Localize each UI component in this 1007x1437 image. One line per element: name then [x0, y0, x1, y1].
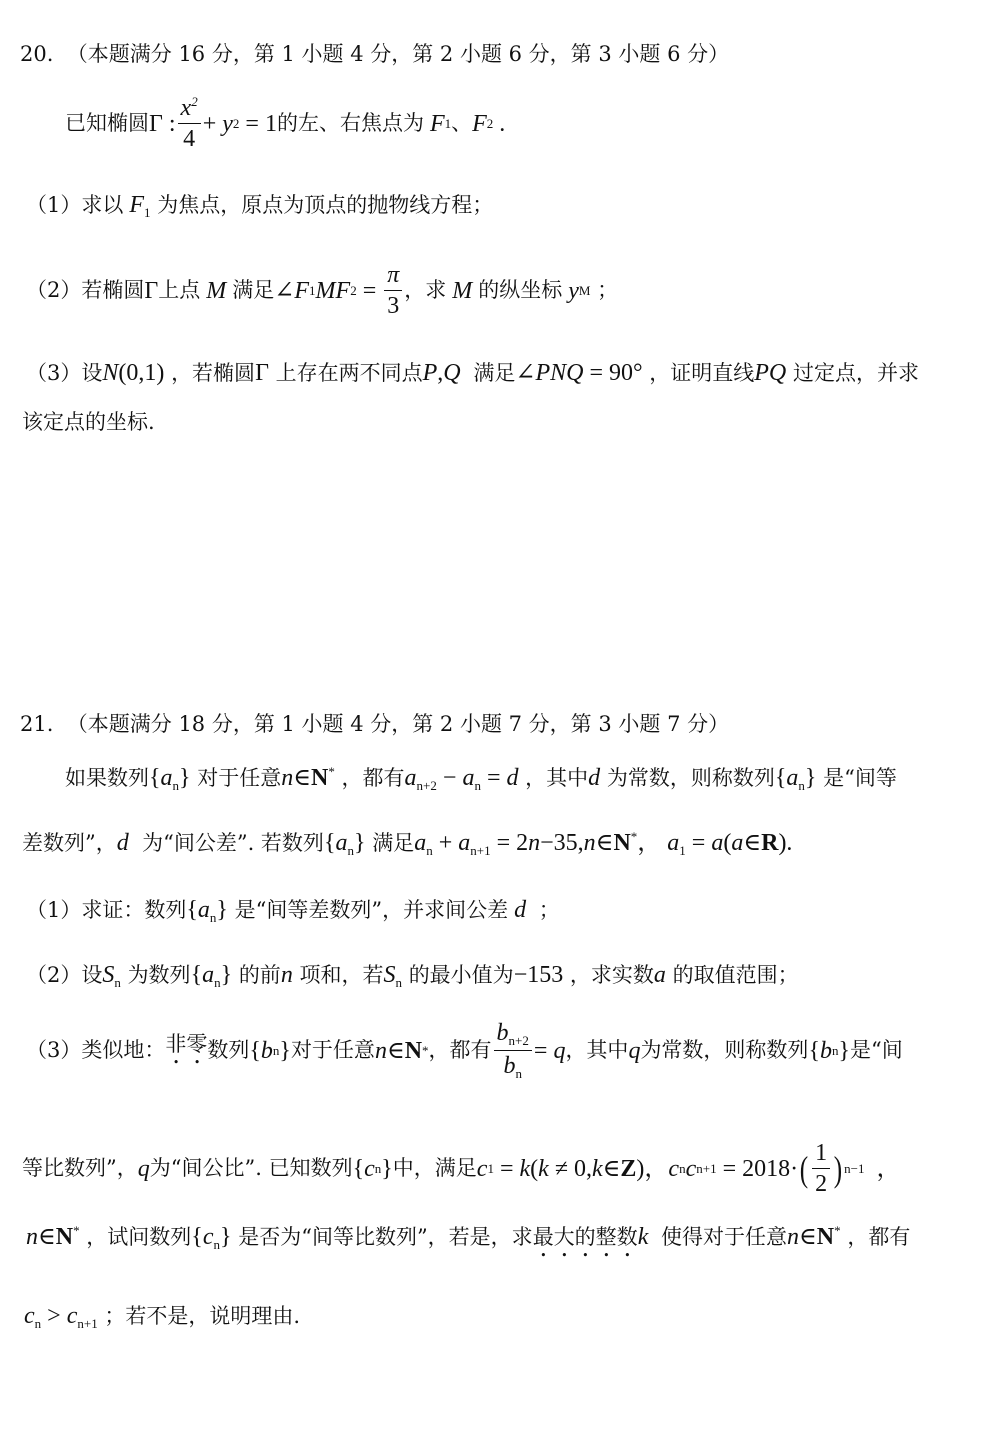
q20-header: 20. （本题满分 16 分，第 1 小题 4 分，第 2 小题 6 分，第 3 小题 6 分） — [20, 42, 730, 66]
q21-line2: 差数列”，d 为“间公差”. 若数列$\{a_n\}$ 满足$a_n + a_{n+1}$ = 2n−35,n∈N*， $a_1$ = a(a∈R). — [22, 829, 793, 858]
q20-part1: （1）求以 $F_1$ 为焦点，原点为顶点的抛物线方程； — [26, 192, 494, 220]
q20-part3-end: 该定点的坐标. — [22, 410, 155, 434]
q21-header: 21. （本题满分 18 分，第 1 小题 4 分，第 2 小题 7 分，第 3 小题 7 分） — [20, 712, 730, 736]
q21-line1: 如果数列$\{a_n\}$ 对于任意n∈N* ，都有$a_{n+2} - a_n = d$ ，其中d 为常数，则称数列$\{a_n\}$ 是“间等 — [65, 764, 897, 793]
q20-part2: （2）若椭圆 Γ 上点 M 满足 ∠ F 1 MF 2 = $\frac{\pi}{3}$ ，求 M 的纵坐标 y M ； — [26, 262, 619, 320]
q21-part2: （2）设$S_n$ 为数列$\{a_n\}$ 的前n 项和，若$S_n$ 的最小值为−153 ，求实数a 的取值范围； — [26, 962, 799, 990]
q21-line6: $c_n > c_{n+1}$ ；若不是，说明理由. — [24, 1303, 301, 1331]
q20-stem: 已知椭圆 Γ : $\frac{x^2}{4}$ + y 2 = 1 的左、右焦点为 F 1 、 F 2 . — [65, 94, 506, 153]
q21-part1: （1）求证：数列$\{a_n\}$ 是“间等差数列”，并求间公差 d ； — [26, 897, 560, 925]
q20-part3: （3）设N(0,1) ，若椭圆Γ 上存在两不同点P,Q 满足∠PNQ = 90° ，证明直线PQ 过定点，并求 — [26, 360, 919, 386]
q21-line4: 等比数列”， q 为“间公比”. 已知数列 { c n } 中，满足 c 1 = k ( k ≠ 0, k ∈ Z )， c n c n+1 = 2018· ( $\frac{1}{2}$ ) n−1 ， — [22, 1140, 901, 1198]
q21-line5: n∈N* ，试问数列$\{c_n\}$ 是否为“间等比数列”，若是，求最大的整数k 使得对于任意n∈N* ，都有 — [26, 1223, 911, 1252]
q21-part3: （3）类似地： 非零 数列 { b n } 对于任意 n ∈ N * ，都有 $\frac{b_{n+2}}{b_n}$ = q ，其中 q 为常数，则称数列 { b n } 是“间 — [26, 1020, 903, 1082]
